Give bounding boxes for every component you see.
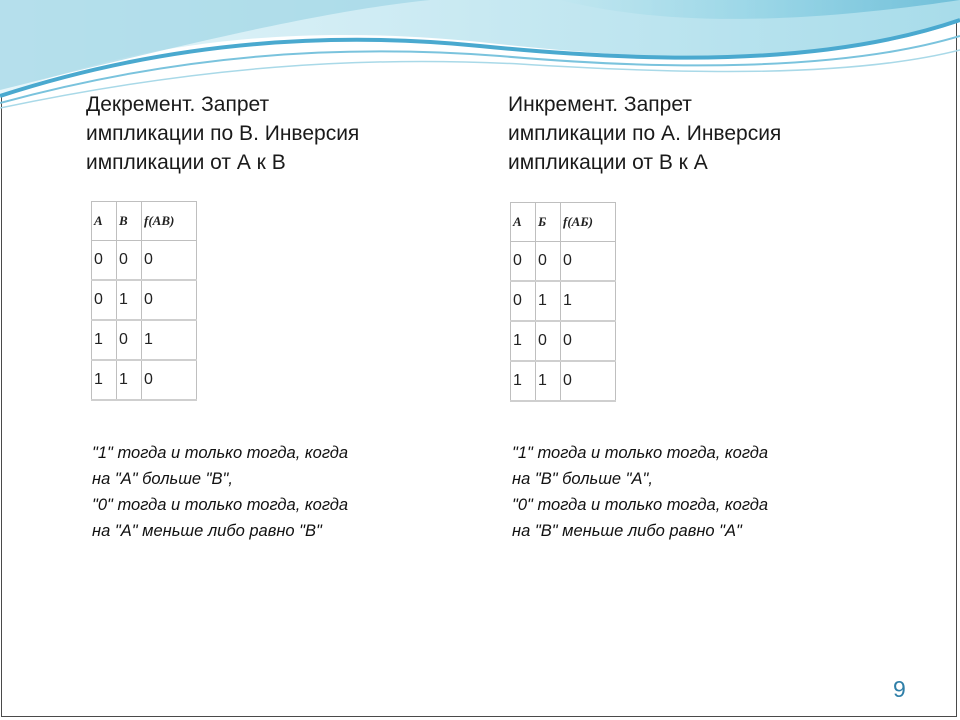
table-header-row (92, 202, 197, 241)
table-cell: 0 (117, 320, 142, 360)
note-line: "1" тогда и только тогда, когда (512, 444, 769, 462)
table-cell: 1 (561, 281, 616, 321)
table-cell: 0 (142, 280, 197, 320)
right-truth-table (510, 202, 616, 402)
table-cell: 0 (536, 321, 561, 361)
left-title-line: Декремент. Запрет (86, 93, 270, 116)
table-header-cell: f(AБ) (561, 203, 616, 242)
table-header-cell: Б (536, 203, 561, 242)
table-cell: 0 (511, 281, 536, 321)
table-cell: 1 (117, 360, 142, 400)
left-column-title (86, 90, 359, 177)
table-header-cell: A (511, 203, 536, 242)
table-header-row (511, 203, 616, 242)
left-description-note (92, 440, 348, 544)
note-line: на "В" меньше либо равно "А" (512, 522, 742, 540)
note-line: на "А" меньше либо равно "В" (92, 522, 322, 540)
note-line: "1" тогда и только тогда, когда (92, 444, 349, 462)
table-cell: 0 (117, 241, 142, 281)
table-cell: 1 (511, 361, 536, 401)
left-truth-table (91, 201, 197, 401)
table-cell: 0 (561, 242, 616, 282)
table-cell: 0 (536, 242, 561, 282)
table-cell: 1 (511, 321, 536, 361)
note-line: на "В" больше "А", (512, 470, 653, 488)
table-cell: 1 (536, 281, 561, 321)
table-cell: 0 (561, 321, 616, 361)
table-header-cell: f(AB) (142, 202, 197, 241)
table-row (92, 280, 197, 320)
left-title-line: импликации по В. Инверсия (86, 122, 360, 145)
table-cell: 1 (536, 361, 561, 401)
table-cell: 0 (561, 361, 616, 401)
page-number: 9 (893, 676, 906, 702)
table-cell: 0 (142, 241, 197, 281)
table-cell: 1 (117, 280, 142, 320)
table-cell: 0 (511, 242, 536, 282)
table-row (511, 281, 616, 321)
table-row (92, 360, 197, 400)
right-description-note (512, 440, 768, 544)
right-title-line: Инкремент. Запрет (508, 93, 692, 116)
table-row (92, 241, 197, 281)
right-column-title (508, 90, 781, 177)
table-header-cell: A (92, 202, 117, 241)
table-cell: 0 (92, 241, 117, 281)
right-title-line: импликации по А. Инверсия (508, 122, 782, 145)
table-cell: 1 (92, 360, 117, 400)
right-title-line: импликации от В к А (508, 151, 708, 174)
table-row (92, 320, 197, 360)
table-row (511, 242, 616, 282)
table-row (511, 321, 616, 361)
table-cell: 0 (92, 280, 117, 320)
note-line: на "А" больше "В", (92, 470, 233, 488)
table-header-cell: B (117, 202, 142, 241)
table-cell: 0 (142, 360, 197, 400)
table-cell: 1 (92, 320, 117, 360)
table-cell: 1 (142, 320, 197, 360)
left-title-line: импликации от А к В (86, 151, 286, 174)
note-line: "0" тогда и только тогда, когда (92, 496, 349, 514)
table-row (511, 361, 616, 401)
note-line: "0" тогда и только тогда, когда (512, 496, 769, 514)
